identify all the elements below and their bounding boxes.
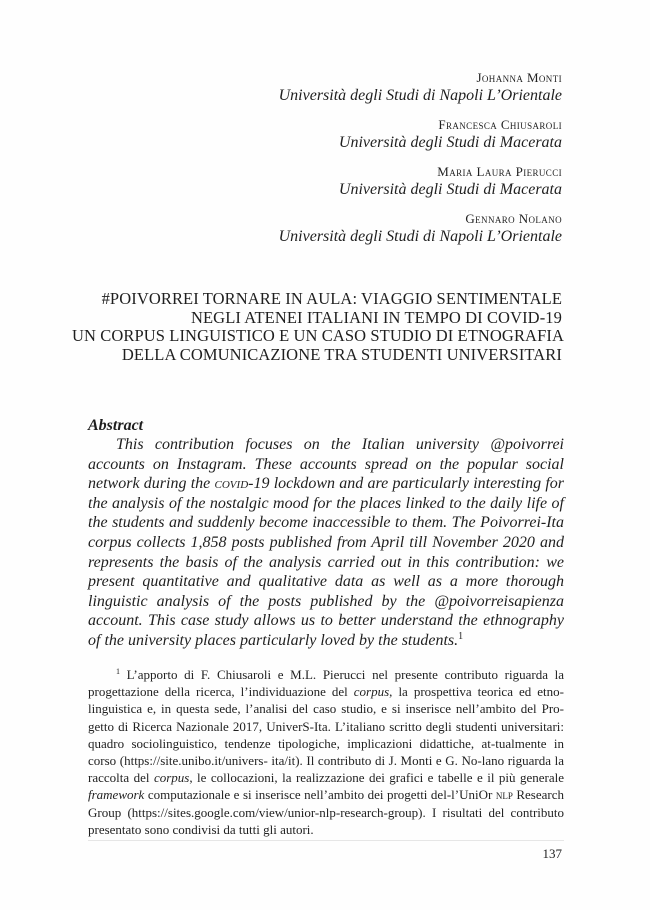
title-line: DELLA COMUNICAZIONE TRA STUDENTI UNIVERSITARI: [121, 344, 562, 364]
author-name: Gennaro Nolano: [465, 211, 562, 226]
author-affiliation: Università degli Studi di Macerata: [338, 181, 562, 198]
title-line: #POIVORREI TORNARE IN AULA: VIAGGIO SENTIMENTALE: [101, 289, 562, 308]
footnote-italic-term: framework: [88, 787, 145, 803]
footnote: [88, 666, 564, 838]
author-block: [279, 70, 562, 258]
footnote-reference[interactable]: 1: [458, 630, 464, 642]
author-entry: [279, 211, 562, 247]
abstract-section: [88, 416, 564, 651]
abstract-text: [88, 435, 564, 651]
author-name: Johanna Monti: [476, 70, 562, 85]
author-affiliation: Università degli Studi di Macerata: [338, 134, 562, 151]
author-affiliation: Università degli Studi di Napoli L’Orientale: [278, 228, 562, 245]
author-name: Francesca Chiusaroli: [438, 117, 562, 132]
author-name: Maria Laura Pierucci: [437, 164, 562, 179]
abstract-heading: Abstract: [88, 417, 144, 434]
footnote-text-part: Research Group (https://sites.google.com/view/unior-nlp-research-group). I risultati del contributo presentato sono condivisi da tutti gli autori.: [88, 787, 564, 837]
author-entry: [279, 117, 562, 153]
abstract-text-part: -19 lockdown and are particularly interesting for the analysis of the nostalgic mood for the places linked to the daily life of the students and suddenly become inaccessible to them. The Poivorrei-Ita corpus collects 1,858 posts published from April till November 2020 and represents the basis of the analysis carried out in this contribution: we present quantitative and qualitative data as well as a more thorough linguistic analysis of the posts published by the @poivorreisapienza account. This case study allows us to better understand the ethnography of the university places particularly loved by the students.: [88, 475, 564, 649]
footnote-mark: 1: [116, 667, 120, 676]
footer-divider: [88, 840, 564, 841]
title-line: NEGLI ATENEI ITALIANI IN TEMPO DI COVID-19: [190, 307, 562, 327]
author-affiliation: Università degli Studi di Napoli L’Orientale: [278, 87, 562, 104]
footnote-text-part: computazionale e si inserisce nell’ambito dei progetti del-l’UniOr: [144, 787, 496, 803]
footnote-text-part: , la prospettiva teorica ed etno-linguistica e, in questa sede, l’analisi del caso studio, e si inserisce nell’ambito del Pro-getto di Ricerca Nazionale 2017, UniverS-Ita. L’italiano scritto degli studenti universitari: quadro sociolinguistico, tendenze tipologiche, implicazioni didattiche, at-tualmente in corso (https://site.unibo.it/univers- ita/it). Il contributo di J. Monti e G. No-lano riguarda la raccolta del: [88, 684, 564, 786]
abstract-covid-smallcaps: covid: [214, 475, 249, 493]
footnote-italic-term: corpus: [353, 684, 390, 700]
footnote-text-part: , le collocazioni, la realizzazione dei grafici e tabelle e il più generale: [189, 770, 564, 786]
footnote-text-part: L’apporto di F. Chiusaroli e M.L. Pierucci nel presente contributo riguarda la progettazione della ricerca, l’individuazione del: [88, 667, 564, 700]
author-entry: [279, 70, 562, 106]
page-number: 137: [542, 846, 562, 861]
author-entry: [279, 164, 562, 200]
title-line: UN CORPUS LINGUISTICO E UN CASO STUDIO DI ETNOGRAFIA: [72, 326, 564, 345]
footnote-nlp-smallcaps: nlp: [495, 787, 513, 803]
abstract-text-part: This contribution focuses on the Italian university @poivorrei accounts on Instagram. These accounts spread on the popular social network during the: [88, 436, 564, 493]
paper-title: [72, 290, 562, 364]
footnote-italic-term: corpus: [153, 770, 190, 786]
